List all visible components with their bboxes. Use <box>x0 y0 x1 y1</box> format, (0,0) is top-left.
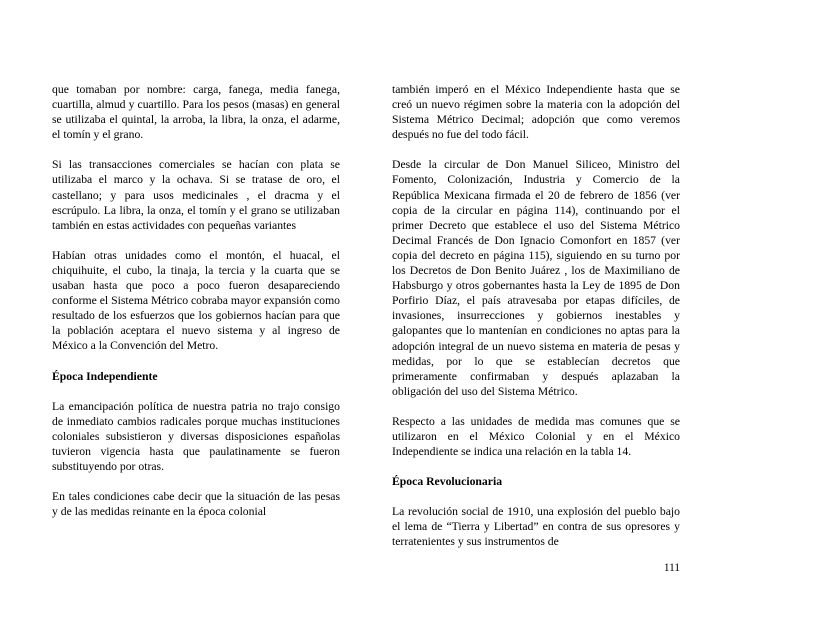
section-heading-epoca-independiente: Época Independiente <box>52 369 158 383</box>
paragraph: Desde la circular de Don Manuel Siliceo, Ministro del Fomento, Colonización, Industria y Comercio de la República Mexicana firmada el 20 de febrero de 1856 (ver copia de la circular en página 114), continuando por el primer Decreto que establece el uso del Sistema Métrico Decimal Francés de Don Ignacio Comonfort en 1857 (ver copia del decreto en página 115), siguiendo en su turno por los Decretos de Don Benito Juárez , los de Maximiliano de Habsburgo y otros gobernantes hasta la Ley de 1895 de Don Porfirio Díaz, el país atravesaba por etapas difíciles, de invasiones, insurrecciones y gobiernos inestables y galopantes que lo mantenían en condiciones no aptas para la adopción integral de un nuevo sistema en materia de pesas y medidas, por lo que se establecían decretos que primeramente confirmaban y después aplazaban la obligación del uso del Sistema Métrico. <box>392 158 680 398</box>
left-column <box>52 82 340 519</box>
paragraph: Si las transacciones comerciales se hacían con plata se utilizaba el marco y la ochava. Si se tratase de oro, el castellano; y para usos medicinales , el dracma y el escrúpulo. La libra, la onza, el tomín y el grano se utilizaban también en estas actividades con pequeñas variantes <box>52 158 340 232</box>
paragraph: Respecto a las unidades de medida mas comunes que se utilizaron en el México Colonial y en el México Independiente se indica una relación en la tabla 14. <box>392 414 680 459</box>
paragraph: La emancipación política de nuestra patria no trajo consigo de inmediato cambios radicales porque muchas instituciones coloniales subsistieron y diversas disposiciones españolas tuvieron vigencia hasta que paulatinamente se fueron substituyendo por otras. <box>52 399 340 473</box>
paragraph: también imperó en el México Independiente hasta que se creó un nuevo régimen sobre la materia con la adopción del Sistema Métrico Decimal; adopción que como veremos después no fue del todo fácil. <box>392 83 680 142</box>
paragraph: La revolución social de 1910, una explosión del pueblo bajo el lema de “Tierra y Libertad” en contra de sus opresores y terratenientes y sus instrumentos de <box>392 505 680 549</box>
page-number: 111 <box>663 562 680 574</box>
paragraph: Habían otras unidades como el montón, el huacal, el chiquihuite, el cubo, la tinaja, la tercia y la cuarta que se usaban hasta que poco a poco fueron desapareciendo conforme el Sistema Métrico cobraba mayor expansión como resultado de los esfuerzos que los gobiernos hacían para que la población aceptara el nuevo sistema y al ingreso de México a la Convención del Metro. <box>52 248 340 353</box>
paragraph: En tales condiciones cabe decir que la situación de las pesas y de las medidas reinante en la época colonial <box>52 490 340 519</box>
right-column <box>392 82 680 550</box>
paragraph: que tomaban por nombre: carga, fanega, media fanega, cuartilla, almud y cuartillo. Para los pesos (masas) en general se utilizaba el quintal, la arroba, la libra, la onza, el adarme, el tomín y el grano. <box>52 83 340 142</box>
section-heading-epoca-revolucionaria: Época Revolucionaria <box>392 475 503 489</box>
two-column-text-body <box>52 82 680 550</box>
